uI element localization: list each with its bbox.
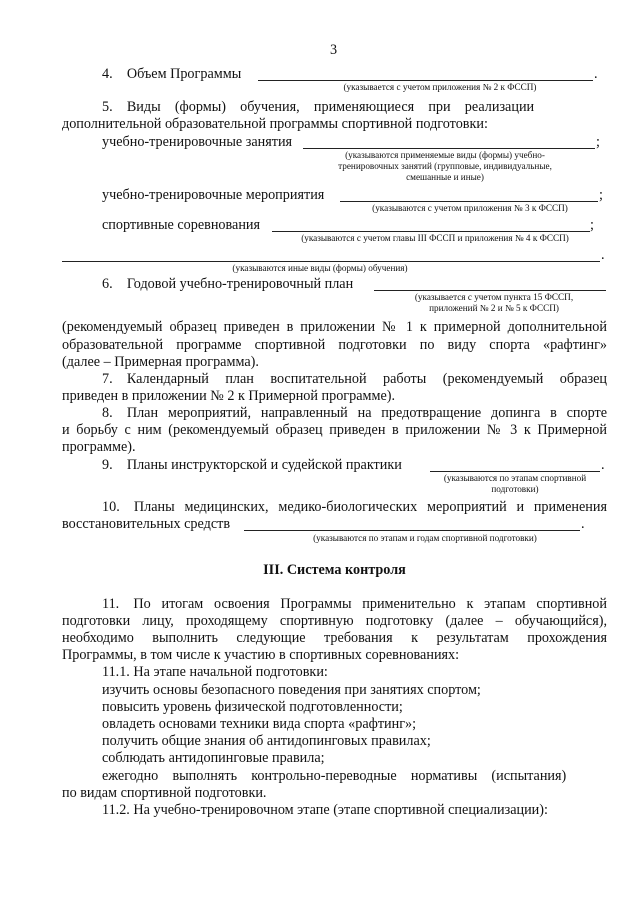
item-6-blank-line	[374, 290, 606, 291]
item-9-note1: (указываются по этапам спортивной	[443, 473, 587, 483]
section-3-title: III. Система контроля	[263, 562, 406, 578]
item-11-1-title: 11.1. На этапе начальной подготовки:	[102, 664, 328, 680]
training-sessions-note1: (указываются применяемые виды (формы) учебно-	[345, 150, 545, 160]
item-5-line2: дополнительной образовательной программы спортивной подготовки:	[62, 116, 488, 132]
item-9-blank-line	[430, 471, 600, 472]
item-9-line1: 9. Планы инструкторской и судейской практики	[102, 457, 402, 473]
other-forms-dot: .	[601, 247, 605, 263]
item-10-note: (указываются по этапам и годам спортивной подготовки)	[313, 533, 537, 543]
item-4-end: .	[594, 66, 598, 82]
training-events-semicolon: ;	[599, 187, 603, 203]
competitions-label: спортивные соревнования	[102, 217, 261, 233]
item-11-line3: необходимо выполнить следующие требования к результатам прохождения	[62, 630, 607, 646]
item-6-note2: приложений № 2 и № 5 к ФССП)	[429, 303, 559, 313]
requirement-item: повысить уровень физической подготовленности;	[102, 699, 403, 715]
item-6-line4: (далее – Примерная программа).	[62, 354, 259, 370]
competitions-semicolon: ;	[590, 217, 594, 233]
other-forms-blank-line	[62, 261, 600, 262]
competitions-blank-line	[272, 231, 590, 232]
training-sessions-blank-line	[303, 148, 595, 149]
training-events-blank-line	[340, 201, 598, 202]
competitions-note: (указываются с учетом главы III ФССП и приложения № 4 к ФССП)	[301, 233, 569, 243]
item-4-blank-line	[258, 80, 593, 81]
requirement-item: соблюдать антидопинговые правила;	[102, 750, 325, 766]
item-10-line2: восстановительных средств	[62, 516, 231, 532]
item-9-note2: подготовки)	[491, 484, 539, 494]
training-sessions-note2: тренировочных занятий (групповые, индивидуальные,	[338, 161, 552, 171]
item-11-2-title: 11.2. На учебно-тренировочном этапе (этапе спортивной специализации):	[102, 802, 548, 818]
training-sessions-label: учебно-тренировочные занятия	[102, 134, 293, 150]
item-5-line1: 5. Виды (формы) обучения, применяющиеся при реализации	[102, 99, 535, 115]
training-events-note: (указываются с учетом приложения № 3 к ФССП)	[372, 203, 568, 213]
training-events-label: учебно-тренировочные мероприятия	[102, 187, 325, 203]
item-8-line1: 8. План мероприятий, направленный на предотвращение допинга в спорте	[102, 405, 607, 421]
annual-norms-line1: ежегодно выполнять контрольно-переводные нормативы (испытания)	[102, 768, 567, 784]
page-number: 3	[330, 42, 338, 58]
training-sessions-semicolon: ;	[596, 134, 600, 150]
item-11-line1: 11. По итогам освоения Программы применительно к этапам спортивной	[102, 596, 607, 612]
requirement-item: изучить основы безопасного поведения при занятиях спортом;	[102, 682, 481, 698]
item-11-line4: Программы, в том числе к участию в спортивных соревнованиях:	[62, 647, 460, 663]
training-sessions-note3: смешанные и иные)	[406, 172, 484, 182]
item-6-line3: образовательной программе спортивной подготовки по виду спорта «рафтинг»	[62, 337, 607, 353]
item-10-line1: 10. Планы медицинских, медико-биологических мероприятий и применения	[102, 499, 607, 515]
item-8-line2: и борьбу с ним (рекомендуемый образец приведен в приложении № 3 к Примерной	[62, 422, 607, 438]
item-11-line2: подготовки лицу, проходящему спортивную подготовку (далее – обучающийся),	[62, 613, 607, 629]
item-8-line3: программе).	[62, 439, 136, 455]
annual-norms-line2: по видам спортивной подготовки.	[62, 785, 267, 801]
requirement-item: овладеть основами техники вида спорта «рафтинг»;	[102, 716, 417, 732]
item-10-dot: .	[581, 516, 585, 532]
item-7-line2: приведен в приложении № 2 к Примерной программе).	[62, 388, 396, 404]
item-4-note: (указывается с учетом приложения № 2 к ФССП)	[343, 82, 537, 92]
other-forms-note: (указываются иные виды (формы) обучения)	[232, 263, 408, 273]
item-6-line2: (рекомендуемый образец приведен в приложении № 1 к примерной дополнительной	[62, 319, 607, 335]
requirement-item: получить общие знания об антидопинговых правилах;	[102, 733, 431, 749]
item-7-line1: 7. Календарный план воспитательной работы (рекомендуемый образец	[102, 371, 607, 387]
item-9-dot: .	[601, 457, 605, 473]
item-6-line1: 6. Годовой учебно-тренировочный план	[102, 276, 354, 292]
item-10-blank-line	[244, 530, 580, 531]
item-6-note1: (указывается с учетом пункта 15 ФССП,	[414, 292, 574, 302]
item-4-label: 4. Объем Программы	[102, 66, 242, 82]
